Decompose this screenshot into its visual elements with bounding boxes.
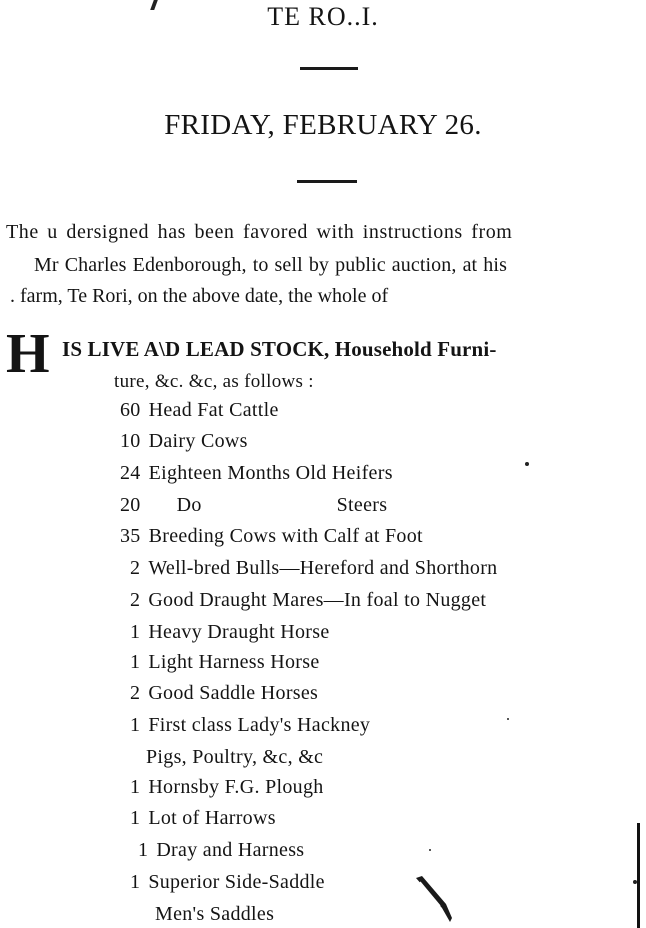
stock-item [138, 838, 304, 862]
divider-rule [297, 180, 357, 183]
ink-speck [429, 849, 431, 851]
masthead-fragment: TE RO..I. [267, 2, 379, 31]
pen-scratch-mark [412, 874, 458, 926]
stock-heading-continuation: ture, &c. &c, as follows : [114, 371, 314, 392]
date-heading: FRIDAY, FEBRUARY 26. [164, 109, 482, 141]
stock-description: Well-bred Bulls—Hereford and Shorthorn [148, 557, 498, 579]
stock-item [130, 713, 370, 737]
stock-quantity: 1 [130, 807, 141, 829]
stock-item [120, 524, 423, 548]
stock-description: Men's Saddles [155, 903, 275, 925]
stock-item [130, 650, 320, 674]
stock-description: Do [176, 494, 202, 516]
stock-description: Eighteen Months Old Heifers [148, 462, 393, 484]
stock-description: Head Fat Cattle [148, 399, 279, 421]
stock-item [120, 493, 387, 517]
stock-description: Dairy Cows [148, 430, 248, 452]
stock-quantity: 1 [138, 839, 149, 861]
stock-description: Heavy Draught Horse [148, 621, 330, 643]
stock-description: Breeding Cows with Calf at Foot [148, 525, 423, 547]
stock-description: Hornsby F.G. Plough [148, 776, 324, 798]
stock-quantity: 1 [130, 776, 141, 798]
stock-quantity: 1 [130, 651, 141, 673]
stock-item [130, 870, 325, 894]
stock-item [155, 902, 274, 926]
intro-line: . farm, Te Rori, on the above date, the whole of [10, 285, 389, 307]
stock-quantity: 10 [120, 430, 141, 452]
stock-description: Steers [336, 494, 388, 516]
stock-item [130, 806, 276, 830]
stock-item [130, 588, 486, 612]
stock-description: Good Saddle Horses [148, 682, 319, 704]
stock-quantity: 1 [130, 714, 141, 736]
stock-description: Good Draught Mares—In foal to Nugget [148, 589, 487, 611]
stock-item [130, 556, 497, 580]
stock-description: Superior Side-Saddle [148, 871, 325, 893]
stock-description: Light Harness Horse [148, 651, 320, 673]
stock-item [120, 461, 393, 485]
stock-quantity: 1 [130, 871, 141, 893]
stock-quantity: 20 [120, 494, 141, 516]
stock-quantity: 60 [120, 399, 141, 421]
intro-line: Mr Charles Edenborough, to sell by public auction, at his [34, 254, 507, 276]
ink-speck [525, 462, 529, 466]
divider-rule [300, 67, 358, 70]
stock-description: Dray and Harness [156, 839, 305, 861]
stock-description: Pigs, Poultry, &c, &c [146, 746, 324, 768]
stock-quantity: 24 [120, 462, 141, 484]
intro-line: The u dersigned has been favored with instructions from [6, 221, 513, 243]
stock-item [130, 775, 324, 799]
stock-quantity: 1 [130, 621, 141, 643]
stock-description: Lot of Harrows [148, 807, 276, 829]
stock-quantity: 2 [130, 589, 141, 611]
stock-quantity: 2 [130, 557, 141, 579]
stock-item [120, 429, 248, 453]
stock-item [130, 620, 330, 644]
stock-item [146, 745, 323, 769]
column-edge-line [637, 823, 640, 928]
drop-cap: H [6, 323, 50, 385]
ink-speck [507, 718, 509, 720]
stock-item [120, 398, 279, 422]
stock-quantity: 2 [130, 682, 141, 704]
stock-quantity: 35 [120, 525, 141, 547]
stock-item [130, 681, 318, 705]
stock-heading: IS LIVE A\D LEAD STOCK, Household Furni- [62, 337, 497, 361]
stock-description: First class Lady's Hackney [148, 714, 371, 736]
